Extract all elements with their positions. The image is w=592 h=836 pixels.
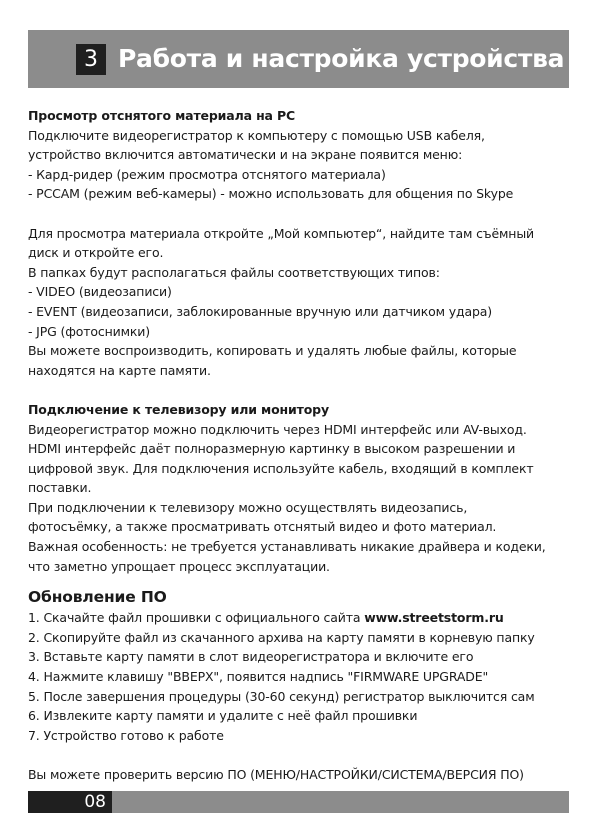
text-line: диск и откройте его. bbox=[28, 245, 164, 261]
text-line: При подключении к телевизору можно осуществлять видеозапись, bbox=[28, 499, 468, 515]
website-url: www.streetstorm.ru bbox=[364, 610, 504, 626]
text-line: Важная особенность: не требуется устанавливать никакие драйвера и кодеки, bbox=[28, 539, 546, 555]
footer-bar bbox=[112, 791, 569, 813]
text-line: устройство включится автоматически и на экране появится меню: bbox=[28, 147, 463, 163]
text-line: В папках будут располагаться файлы соответствующих типов: bbox=[28, 264, 440, 280]
list-item: - VIDEO (видеозаписи) bbox=[28, 284, 172, 300]
list-item: - EVENT (видеозаписи, заблокированные вручную или датчиком удара) bbox=[28, 303, 492, 319]
page-content bbox=[28, 106, 573, 785]
section-heading-firmware: Обновление ПО bbox=[28, 588, 167, 607]
text-line: что заметно упрощает процесс эксплуатации. bbox=[28, 558, 330, 574]
step-text: 1. Скачайте файл прошивки с официального сайта bbox=[28, 610, 365, 626]
chapter-number-badge: 3 bbox=[76, 44, 106, 75]
list-item: - Кард-ридер (режим просмотра отснятого материала) bbox=[28, 166, 386, 182]
text-line: фотосъёмку, а также просматривать отснятый видео и фото материал. bbox=[28, 519, 497, 535]
text-line: Видеорегистратор можно подключить через HDMI интерфейс или AV-выход. bbox=[28, 421, 527, 437]
text-line: цифровой звук. Для подключения используйте кабель, входящий в комплект bbox=[28, 460, 534, 476]
text-line: Вы можете воспроизводить, копировать и удалять любые файлы, которые bbox=[28, 343, 517, 359]
section-heading-pc: Просмотр отснятого материала на PC bbox=[28, 108, 296, 123]
chapter-title: Работа и настройка устройства bbox=[118, 44, 565, 73]
text-line: Подключите видеорегистратор к компьютеру с помощью USB кабеля, bbox=[28, 127, 485, 143]
section-heading-tv: Подключение к телевизору или монитору bbox=[28, 401, 329, 417]
firmware-version-note: Вы можете проверить версию ПО (МЕНЮ/НАСТРОЙКИ/СИСТЕМА/ВЕРСИЯ ПО) bbox=[28, 767, 524, 782]
text-line: поставки. bbox=[28, 480, 92, 496]
firmware-step bbox=[28, 608, 573, 628]
firmware-step: 2. Скопируйте файл из скачанного архива на карту памяти в корневую папку bbox=[28, 629, 535, 645]
text-line: находятся на карте памяти. bbox=[28, 362, 211, 378]
page-number: 08 bbox=[28, 791, 112, 813]
firmware-step: 4. Нажмите клавишу "ВВЕРХ", появится надпись "FIRMWARE UPGRADE" bbox=[28, 669, 489, 685]
text-line: Для просмотра материала откройте „Мой компьютер“, найдите там съёмный bbox=[28, 225, 535, 241]
list-item: - JPG (фотоснимки) bbox=[28, 323, 150, 339]
list-item: - PCCAM (режим веб-камеры) - можно использовать для общения по Skype bbox=[28, 186, 514, 202]
firmware-step: 5. После завершения процедуры (30-60 секунд) регистратор выключится сам bbox=[28, 688, 535, 704]
firmware-step: 6. Извлеките карту памяти и удалите с неё файл прошивки bbox=[28, 708, 418, 724]
firmware-step: 3. Вставьте карту памяти в слот видеорегистратора и включите его bbox=[28, 649, 474, 665]
text-line: HDMI интерфейс даёт полноразмерную картинку в высоком разрешении и bbox=[28, 441, 516, 457]
firmware-step: 7. Устройство готово к работе bbox=[28, 727, 224, 743]
